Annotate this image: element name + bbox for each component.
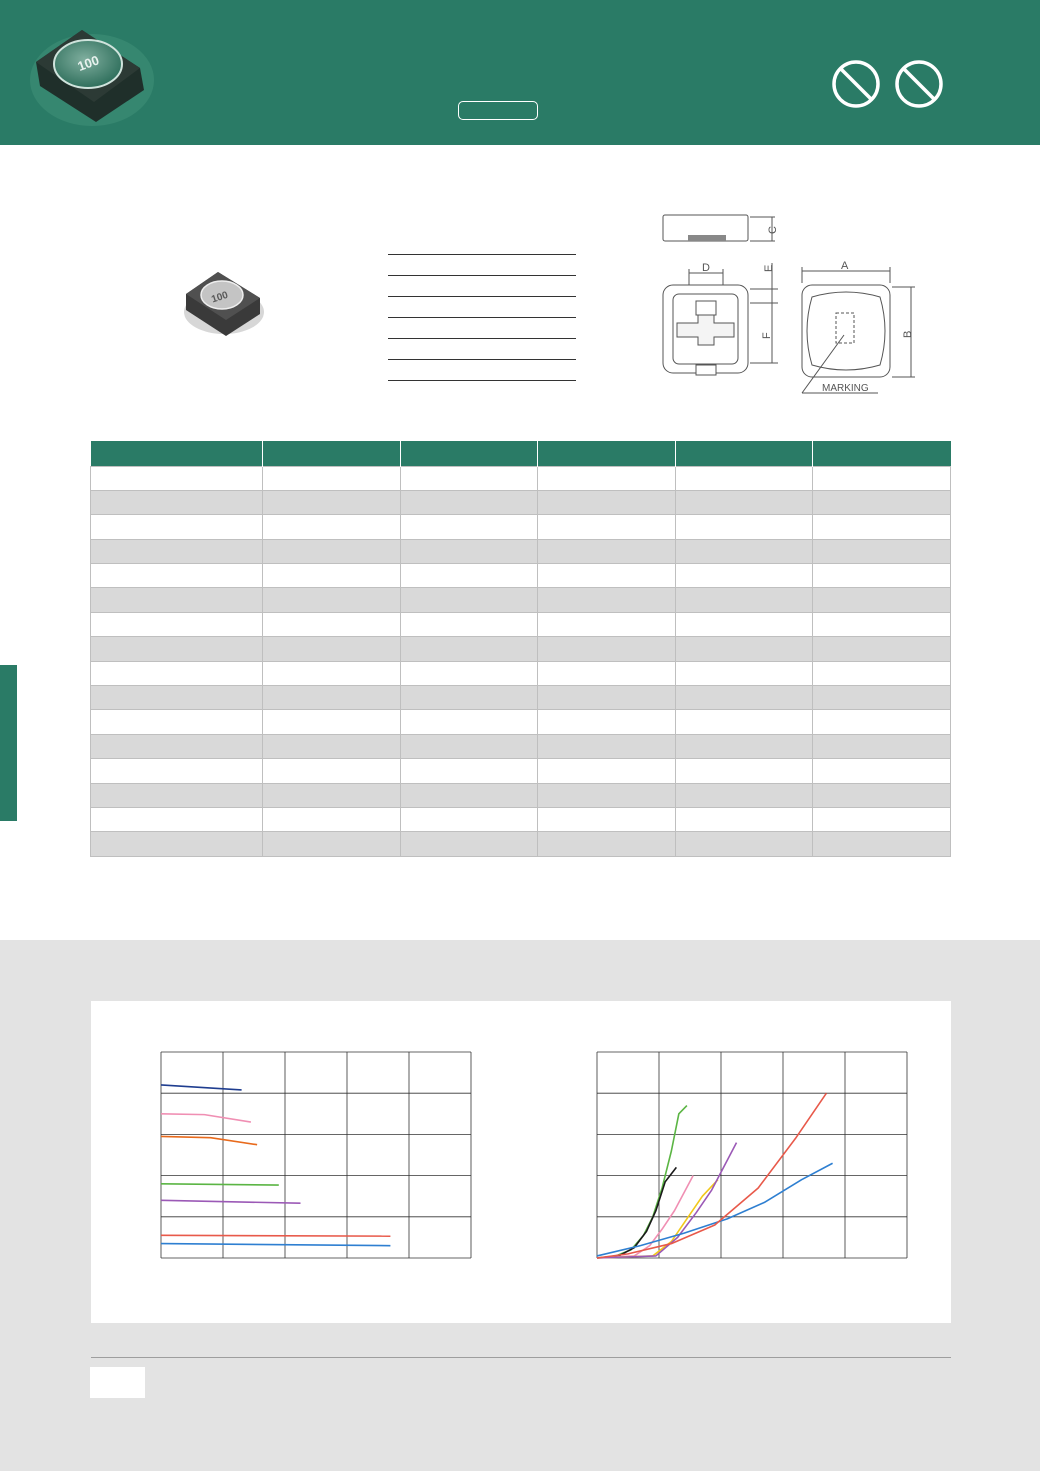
table-cell [400,807,538,831]
table-cell [675,807,813,831]
temperature-rise-vs-current-chart [596,1051,908,1259]
spec-summary-lines [388,254,576,381]
table-cell [538,539,676,563]
series-line-7 [161,1244,390,1246]
table-cell [675,612,813,636]
table-cell [91,783,263,807]
table-cell [91,637,263,661]
dimension-drawing [650,205,930,405]
spec-line [388,317,576,338]
side-view-terminal [688,235,726,241]
table-body [91,466,951,856]
table-cell [263,759,401,783]
series-line-6 [597,1163,833,1256]
table-row [91,783,951,807]
table-cell [538,466,676,490]
table-cell [675,759,813,783]
table-cell [400,686,538,710]
table-cell [538,807,676,831]
table-row [91,490,951,514]
table-cell [538,661,676,685]
series-line-5 [597,1143,737,1258]
table-cell [675,783,813,807]
table-row [91,612,951,636]
table-header-row [91,441,951,466]
table-cell [538,734,676,758]
table-cell [813,832,951,856]
series-line-5 [161,1200,301,1203]
table-row [91,564,951,588]
table-row [91,466,951,490]
table-cell [263,783,401,807]
table-cell [675,466,813,490]
table-cell [675,539,813,563]
table-cell [91,807,263,831]
chart-panel [91,1001,951,1323]
table-cell [263,661,401,685]
table-cell [91,539,263,563]
spec-line [388,254,576,275]
table-cell [675,710,813,734]
table-row [91,807,951,831]
page-number-tab [90,1367,145,1398]
table-cell [400,783,538,807]
table-cell [91,734,263,758]
header-bar [0,0,1040,145]
table-cell [263,588,401,612]
table-cell [538,588,676,612]
series-line-3 [161,1136,257,1144]
spec-line [388,359,576,380]
table-cell [400,588,538,612]
table-cell [538,759,676,783]
top-view-outline [802,285,890,377]
spec-line [388,380,576,381]
label-e: E [763,264,775,272]
table-cell [813,807,951,831]
table-header-cell [813,441,951,466]
table-cell [263,466,401,490]
spec-table [90,441,951,857]
table-row [91,710,951,734]
series-line-1 [597,1106,687,1258]
table-cell [91,661,263,685]
table-cell [263,612,401,636]
table-cell [91,832,263,856]
label-d: D [702,262,710,274]
table-cell [91,612,263,636]
table-cell [91,759,263,783]
table-cell [400,564,538,588]
product-photo-marking: 100 [210,289,230,306]
table-cell [813,637,951,661]
table-cell [91,490,263,514]
table-cell [263,539,401,563]
table-cell [400,515,538,539]
label-b: B [902,330,914,338]
no-lead-icon [830,58,882,110]
table-cell [400,490,538,514]
series-line-4 [161,1184,279,1185]
table-cell [400,466,538,490]
table-cell [263,710,401,734]
table-cell [263,686,401,710]
table-cell [675,564,813,588]
table-cell [813,612,951,636]
footer-rule [91,1357,951,1358]
table-cell [538,515,676,539]
table-cell [91,588,263,612]
table-cell [813,661,951,685]
table-row [91,832,951,856]
table-cell [400,759,538,783]
table-row [91,759,951,783]
table-cell [813,734,951,758]
table-cell [400,710,538,734]
table-cell [813,686,951,710]
label-f: F [761,332,773,339]
table-cell [91,564,263,588]
table-cell [263,807,401,831]
table-cell [675,588,813,612]
table-cell [538,612,676,636]
table-row [91,686,951,710]
label-c: C [767,226,779,234]
spec-line [388,296,576,317]
table-cell [538,490,676,514]
table-row [91,588,951,612]
table-cell [263,515,401,539]
label-marking: MARKING [822,383,869,394]
table-header-cell [91,441,263,466]
table-cell [675,734,813,758]
series-line-1 [161,1085,242,1090]
table-header-cell [538,441,676,466]
table-cell [813,783,951,807]
table-cell [675,515,813,539]
table-cell [263,832,401,856]
table-cell [813,588,951,612]
header-photo-marking: 100 [75,52,102,74]
table-cell [263,490,401,514]
table-cell [400,832,538,856]
table-cell [675,490,813,514]
table-cell [538,710,676,734]
table-cell [538,637,676,661]
table-cell [675,686,813,710]
table-row [91,515,951,539]
table-cell [813,466,951,490]
table-cell [400,539,538,563]
table-cell [675,637,813,661]
series-line-2 [161,1114,251,1122]
table-row [91,539,951,563]
series-line-6 [161,1235,390,1236]
side-index-tab [0,665,17,821]
table-header-cell [400,441,538,466]
no-halogen-icon [893,58,945,110]
table-cell [813,759,951,783]
table-cell [813,539,951,563]
table-header-cell [263,441,401,466]
table-cell [538,783,676,807]
table-cell [263,734,401,758]
table-row [91,637,951,661]
table-header-cell [675,441,813,466]
spec-line [388,338,576,359]
table-cell [813,710,951,734]
table-row [91,734,951,758]
table-cell [400,612,538,636]
spec-line [388,275,576,296]
inductance-vs-current-chart [160,1051,472,1259]
table-cell [400,734,538,758]
table-row [91,661,951,685]
table-cell [813,515,951,539]
table-cell [91,710,263,734]
table-cell [675,661,813,685]
table-cell [263,637,401,661]
table-cell [675,832,813,856]
product-photo [180,264,265,339]
table-cell [538,564,676,588]
table-cell [813,564,951,588]
table-cell [400,661,538,685]
table-cell [91,686,263,710]
series-badge [458,101,538,120]
table-cell [538,686,676,710]
table-cell [813,490,951,514]
table-cell [538,832,676,856]
table-cell [91,466,263,490]
label-a: A [841,260,849,272]
table-cell [400,637,538,661]
table-cell [91,515,263,539]
table-cell [263,564,401,588]
header-product-photo [22,18,154,130]
